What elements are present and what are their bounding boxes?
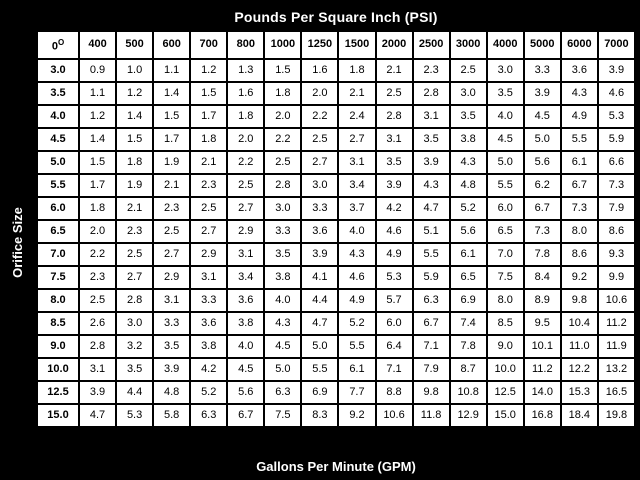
table-cell: 2.0 bbox=[265, 106, 300, 127]
table-cell: 1.9 bbox=[154, 152, 189, 173]
table-cell: 2.9 bbox=[191, 244, 226, 265]
table-cell: 3.7 bbox=[339, 198, 374, 219]
chart-bottom-title: Gallons Per Minute (GPM) bbox=[256, 458, 416, 474]
table-cell: 7.5 bbox=[265, 405, 300, 426]
table-cell: 9.9 bbox=[599, 267, 634, 288]
table-cell: 12.5 bbox=[488, 382, 523, 403]
table-cell: 10.6 bbox=[599, 290, 634, 311]
table-cell: 4.3 bbox=[562, 83, 597, 104]
table-cell: 8.0 bbox=[488, 290, 523, 311]
table-cell: 2.5 bbox=[154, 221, 189, 242]
table-cell: 8.0 bbox=[562, 221, 597, 242]
table-cell: 3.3 bbox=[154, 313, 189, 334]
table-cell: 5.6 bbox=[525, 152, 560, 173]
table-cell: 6.7 bbox=[562, 175, 597, 196]
column-header: 400 bbox=[80, 32, 115, 58]
table-cell: 7.8 bbox=[525, 244, 560, 265]
table-cell: 3.3 bbox=[302, 198, 337, 219]
table-row bbox=[38, 152, 634, 173]
table-cell: 5.9 bbox=[414, 267, 449, 288]
table-cell: 19.8 bbox=[599, 405, 634, 426]
table-cell: 1.8 bbox=[228, 106, 263, 127]
table-cell: 2.5 bbox=[228, 175, 263, 196]
column-header: 2500 bbox=[414, 32, 449, 58]
table-cell: 7.5 bbox=[488, 267, 523, 288]
table-cell: 5.6 bbox=[228, 382, 263, 403]
table-cell: 5.7 bbox=[377, 290, 412, 311]
table-cell: 2.5 bbox=[377, 83, 412, 104]
table-cell: 3.6 bbox=[302, 221, 337, 242]
table-cell: 4.2 bbox=[191, 359, 226, 380]
table-cell: 1.2 bbox=[191, 60, 226, 81]
table-cell: 3.4 bbox=[228, 267, 263, 288]
table-cell: 7.3 bbox=[525, 221, 560, 242]
table-cell: 4.7 bbox=[302, 313, 337, 334]
table-cell: 3.8 bbox=[191, 336, 226, 357]
table-cell: 3.8 bbox=[228, 313, 263, 334]
table-cell: 1.8 bbox=[339, 60, 374, 81]
table-cell: 3.5 bbox=[117, 359, 152, 380]
table-cell: 1.9 bbox=[117, 175, 152, 196]
column-header: 2000 bbox=[377, 32, 412, 58]
table-cell: 1.5 bbox=[117, 129, 152, 150]
table-cell: 6.3 bbox=[265, 382, 300, 403]
column-header: 7000 bbox=[599, 32, 634, 58]
table-cell: 5.5 bbox=[302, 359, 337, 380]
table-cell: 3.9 bbox=[525, 83, 560, 104]
table-cell: 2.7 bbox=[191, 221, 226, 242]
table-row bbox=[38, 129, 634, 150]
table-cell: 2.8 bbox=[414, 83, 449, 104]
table-cell: 1.7 bbox=[154, 129, 189, 150]
table-cell: 1.5 bbox=[191, 83, 226, 104]
table-cell: 1.4 bbox=[80, 129, 115, 150]
table-cell: 5.9 bbox=[599, 129, 634, 150]
table-cell: 4.9 bbox=[562, 106, 597, 127]
table-cell: 3.8 bbox=[451, 129, 486, 150]
table-cell: 6.7 bbox=[525, 198, 560, 219]
table-cell: 2.1 bbox=[339, 83, 374, 104]
table-cell: 3.8 bbox=[265, 267, 300, 288]
table-cell: 9.3 bbox=[599, 244, 634, 265]
table-cell: 2.7 bbox=[228, 198, 263, 219]
table-cell: 2.0 bbox=[302, 83, 337, 104]
table-cell: 3.1 bbox=[414, 106, 449, 127]
table-cell: 9.2 bbox=[562, 267, 597, 288]
table-cell: 4.5 bbox=[488, 129, 523, 150]
table-cell: 5.3 bbox=[599, 106, 634, 127]
table-cell: 8.3 bbox=[302, 405, 337, 426]
table-cell: 15.0 bbox=[488, 405, 523, 426]
table-cell: 9.2 bbox=[339, 405, 374, 426]
table-cell: 2.0 bbox=[80, 221, 115, 242]
table-cell: 6.2 bbox=[525, 175, 560, 196]
table-cell: 9.5 bbox=[525, 313, 560, 334]
column-header: 4000 bbox=[488, 32, 523, 58]
table-cell: 3.2 bbox=[117, 336, 152, 357]
table-row bbox=[38, 83, 634, 104]
table-cell: 8.8 bbox=[377, 382, 412, 403]
table-cell: 4.0 bbox=[339, 221, 374, 242]
column-header: 1000 bbox=[265, 32, 300, 58]
row-header: 15.0 bbox=[38, 405, 78, 426]
table-cell: 4.0 bbox=[488, 106, 523, 127]
table-cell: 3.0 bbox=[302, 175, 337, 196]
table-cell: 3.9 bbox=[599, 60, 634, 81]
table-cell: 9.8 bbox=[414, 382, 449, 403]
table-cell: 3.1 bbox=[377, 129, 412, 150]
table-cell: 3.6 bbox=[228, 290, 263, 311]
table-cell: 1.2 bbox=[117, 83, 152, 104]
table-cell: 6.1 bbox=[451, 244, 486, 265]
table-cell: 9.0 bbox=[488, 336, 523, 357]
table-cell: 16.8 bbox=[525, 405, 560, 426]
table-cell: 4.5 bbox=[265, 336, 300, 357]
table-cell: 4.3 bbox=[265, 313, 300, 334]
table-cell: 1.7 bbox=[80, 175, 115, 196]
table-cell: 18.4 bbox=[562, 405, 597, 426]
table-cell: 4.0 bbox=[265, 290, 300, 311]
table-cell: 6.1 bbox=[562, 152, 597, 173]
table-cell: 11.9 bbox=[599, 336, 634, 357]
table-cell: 6.7 bbox=[414, 313, 449, 334]
table-cell: 3.5 bbox=[414, 129, 449, 150]
table-cell: 1.3 bbox=[228, 60, 263, 81]
table-cell: 3.0 bbox=[451, 83, 486, 104]
table-cell: 5.3 bbox=[117, 405, 152, 426]
table-cell: 2.7 bbox=[339, 129, 374, 150]
table-cell: 3.1 bbox=[191, 267, 226, 288]
table-cell: 3.9 bbox=[414, 152, 449, 173]
row-header: 3.0 bbox=[38, 60, 78, 81]
table-cell: 2.3 bbox=[80, 267, 115, 288]
table-cell: 6.5 bbox=[451, 267, 486, 288]
column-header: 700 bbox=[191, 32, 226, 58]
table-cell: 8.9 bbox=[525, 290, 560, 311]
table-cell: 1.1 bbox=[80, 83, 115, 104]
table-cell: 5.8 bbox=[154, 405, 189, 426]
column-header: 1500 bbox=[339, 32, 374, 58]
table-cell: 5.0 bbox=[265, 359, 300, 380]
table-cell: 4.5 bbox=[228, 359, 263, 380]
table-cell: 4.3 bbox=[414, 175, 449, 196]
table-cell: 7.7 bbox=[339, 382, 374, 403]
table-cell: 2.4 bbox=[339, 106, 374, 127]
row-header: 6.0 bbox=[38, 198, 78, 219]
table-body bbox=[38, 60, 634, 426]
row-header: 9.0 bbox=[38, 336, 78, 357]
table-cell: 4.0 bbox=[228, 336, 263, 357]
row-header: 8.0 bbox=[38, 290, 78, 311]
column-header: 3000 bbox=[451, 32, 486, 58]
row-header: 5.5 bbox=[38, 175, 78, 196]
table-cell: 2.5 bbox=[117, 244, 152, 265]
table-cell: 1.2 bbox=[80, 106, 115, 127]
corner-value: 0 bbox=[51, 40, 58, 53]
table-row bbox=[38, 221, 634, 242]
table-cell: 1.8 bbox=[265, 83, 300, 104]
table-cell: 3.5 bbox=[265, 244, 300, 265]
table-cell: 5.0 bbox=[302, 336, 337, 357]
table-cell: 6.0 bbox=[488, 198, 523, 219]
table-cell: 2.9 bbox=[228, 221, 263, 242]
column-header: 1250 bbox=[302, 32, 337, 58]
table-cell: 2.3 bbox=[154, 198, 189, 219]
table-cell: 6.5 bbox=[488, 221, 523, 242]
table-cell: 7.1 bbox=[377, 359, 412, 380]
table-cell: 4.3 bbox=[339, 244, 374, 265]
table-cell: 3.5 bbox=[377, 152, 412, 173]
table-cell: 4.8 bbox=[154, 382, 189, 403]
table-cell: 3.5 bbox=[451, 106, 486, 127]
table-cell: 2.7 bbox=[117, 267, 152, 288]
table-cell: 2.1 bbox=[117, 198, 152, 219]
table-cell: 5.2 bbox=[339, 313, 374, 334]
table-cell: 2.5 bbox=[265, 152, 300, 173]
row-header: 4.0 bbox=[38, 106, 78, 127]
table-cell: 4.2 bbox=[377, 198, 412, 219]
table-cell: 5.1 bbox=[414, 221, 449, 242]
table-row bbox=[38, 244, 634, 265]
table-cell: 10.1 bbox=[525, 336, 560, 357]
table-cell: 7.9 bbox=[414, 359, 449, 380]
column-header: 600 bbox=[154, 32, 189, 58]
table-cell: 3.9 bbox=[377, 175, 412, 196]
table-cell: 2.3 bbox=[414, 60, 449, 81]
table-cell: 2.2 bbox=[80, 244, 115, 265]
table-cell: 10.4 bbox=[562, 313, 597, 334]
row-header: 7.5 bbox=[38, 267, 78, 288]
table-cell: 6.0 bbox=[377, 313, 412, 334]
table-cell: 3.1 bbox=[339, 152, 374, 173]
table-cell: 3.5 bbox=[488, 83, 523, 104]
table-cell: 1.5 bbox=[265, 60, 300, 81]
table-cell: 11.0 bbox=[562, 336, 597, 357]
table-cell: 12.2 bbox=[562, 359, 597, 380]
table-cell: 5.6 bbox=[451, 221, 486, 242]
row-header: 8.5 bbox=[38, 313, 78, 334]
table-cell: 5.0 bbox=[525, 129, 560, 150]
table-cell: 2.5 bbox=[191, 198, 226, 219]
table-cell: 3.1 bbox=[228, 244, 263, 265]
table-cell: 4.6 bbox=[377, 221, 412, 242]
table-cell: 4.4 bbox=[117, 382, 152, 403]
table-cell: 2.0 bbox=[228, 129, 263, 150]
row-header: 4.5 bbox=[38, 129, 78, 150]
table-cell: 2.2 bbox=[265, 129, 300, 150]
table-row bbox=[38, 60, 634, 81]
table-cell: 4.9 bbox=[339, 290, 374, 311]
table-cell: 6.6 bbox=[599, 152, 634, 173]
table-row bbox=[38, 198, 634, 219]
table-cell: 5.3 bbox=[377, 267, 412, 288]
table-cell: 6.9 bbox=[302, 382, 337, 403]
table-cell: 4.6 bbox=[599, 83, 634, 104]
table-cell: 3.9 bbox=[302, 244, 337, 265]
table-cell: 1.8 bbox=[117, 152, 152, 173]
table-cell: 3.6 bbox=[562, 60, 597, 81]
column-header: 800 bbox=[228, 32, 263, 58]
table-cell: 8.5 bbox=[488, 313, 523, 334]
table-cell: 5.2 bbox=[451, 198, 486, 219]
table-cell: 6.3 bbox=[191, 405, 226, 426]
table-cell: 14.0 bbox=[525, 382, 560, 403]
column-header: 6000 bbox=[562, 32, 597, 58]
table-cell: 5.5 bbox=[339, 336, 374, 357]
table-cell: 7.1 bbox=[414, 336, 449, 357]
table-cell: 4.3 bbox=[451, 152, 486, 173]
table-cell: 3.4 bbox=[339, 175, 374, 196]
table-cell: 15.3 bbox=[562, 382, 597, 403]
table-cell: 8.6 bbox=[599, 221, 634, 242]
table-cell: 2.8 bbox=[377, 106, 412, 127]
table-cell: 4.5 bbox=[525, 106, 560, 127]
psi-table-wrapper bbox=[36, 30, 636, 428]
table-cell: 1.4 bbox=[117, 106, 152, 127]
table-cell: 9.8 bbox=[562, 290, 597, 311]
chart-top-title: Pounds Per Square Inch (PSI) bbox=[234, 9, 438, 25]
table-cell: 2.5 bbox=[302, 129, 337, 150]
table-cell: 2.1 bbox=[377, 60, 412, 81]
table-row bbox=[38, 175, 634, 196]
table-cell: 3.3 bbox=[191, 290, 226, 311]
table-row bbox=[38, 267, 634, 288]
table-cell: 8.7 bbox=[451, 359, 486, 380]
table-cell: 11.2 bbox=[599, 313, 634, 334]
table-header bbox=[38, 32, 634, 58]
table-cell: 1.7 bbox=[191, 106, 226, 127]
table-cell: 8.6 bbox=[562, 244, 597, 265]
table-cell: 1.6 bbox=[302, 60, 337, 81]
table-cell: 2.7 bbox=[302, 152, 337, 173]
column-header: 500 bbox=[117, 32, 152, 58]
table-cell: 10.0 bbox=[488, 359, 523, 380]
table-cell: 3.9 bbox=[154, 359, 189, 380]
table-cell: 0.9 bbox=[80, 60, 115, 81]
table-cell: 4.8 bbox=[451, 175, 486, 196]
table-cell: 1.5 bbox=[154, 106, 189, 127]
table-cell: 2.3 bbox=[191, 175, 226, 196]
table-header-row bbox=[38, 32, 634, 58]
table-cell: 2.9 bbox=[154, 267, 189, 288]
table-cell: 2.7 bbox=[154, 244, 189, 265]
table-cell: 4.1 bbox=[302, 267, 337, 288]
table-row bbox=[38, 336, 634, 357]
table-cell: 7.9 bbox=[599, 198, 634, 219]
table-cell: 4.4 bbox=[302, 290, 337, 311]
table-cell: 10.8 bbox=[451, 382, 486, 403]
table-cell: 2.8 bbox=[80, 336, 115, 357]
table-cell: 2.1 bbox=[154, 175, 189, 196]
table-corner-header bbox=[38, 32, 78, 58]
table-cell: 11.8 bbox=[414, 405, 449, 426]
table-cell: 2.6 bbox=[80, 313, 115, 334]
chart-left-axis-label bbox=[0, 30, 34, 454]
table-cell: 8.4 bbox=[525, 267, 560, 288]
table-cell: 1.0 bbox=[117, 60, 152, 81]
table-row bbox=[38, 290, 634, 311]
table-cell: 1.8 bbox=[191, 129, 226, 150]
table-cell: 6.1 bbox=[339, 359, 374, 380]
chart-left-axis-label-text: Orifice Size bbox=[9, 206, 25, 278]
row-header: 6.5 bbox=[38, 221, 78, 242]
table-cell: 6.7 bbox=[228, 405, 263, 426]
table-cell: 3.1 bbox=[80, 359, 115, 380]
table-cell: 5.0 bbox=[488, 152, 523, 173]
table-cell: 1.6 bbox=[228, 83, 263, 104]
table-cell: 2.5 bbox=[80, 290, 115, 311]
table-cell: 2.8 bbox=[265, 175, 300, 196]
table-cell: 7.4 bbox=[451, 313, 486, 334]
table-cell: 3.3 bbox=[265, 221, 300, 242]
column-header: 5000 bbox=[525, 32, 560, 58]
table-cell: 3.0 bbox=[488, 60, 523, 81]
table-cell: 2.2 bbox=[228, 152, 263, 173]
table-cell: 2.8 bbox=[117, 290, 152, 311]
table-cell: 4.7 bbox=[414, 198, 449, 219]
table-cell: 3.0 bbox=[117, 313, 152, 334]
table-cell: 1.1 bbox=[154, 60, 189, 81]
table-cell: 6.3 bbox=[414, 290, 449, 311]
corner-degree-symbol: O bbox=[57, 38, 65, 47]
table-cell: 2.2 bbox=[302, 106, 337, 127]
table-cell: 13.2 bbox=[599, 359, 634, 380]
table-cell: 11.2 bbox=[525, 359, 560, 380]
psi-gpm-table bbox=[36, 30, 636, 428]
table-cell: 2.5 bbox=[451, 60, 486, 81]
table-cell: 5.2 bbox=[191, 382, 226, 403]
table-cell: 3.6 bbox=[191, 313, 226, 334]
table-cell: 6.4 bbox=[377, 336, 412, 357]
table-row bbox=[38, 382, 634, 403]
table-cell: 7.3 bbox=[599, 175, 634, 196]
table-cell: 3.5 bbox=[154, 336, 189, 357]
table-row bbox=[38, 405, 634, 426]
table-cell: 5.5 bbox=[414, 244, 449, 265]
row-header: 5.0 bbox=[38, 152, 78, 173]
table-cell: 7.0 bbox=[488, 244, 523, 265]
row-header: 12.5 bbox=[38, 382, 78, 403]
table-cell: 3.3 bbox=[525, 60, 560, 81]
table-cell: 1.5 bbox=[80, 152, 115, 173]
table-cell: 16.5 bbox=[599, 382, 634, 403]
row-header: 3.5 bbox=[38, 83, 78, 104]
table-cell: 2.1 bbox=[191, 152, 226, 173]
table-cell: 7.3 bbox=[562, 198, 597, 219]
table-cell: 2.3 bbox=[117, 221, 152, 242]
table-cell: 1.4 bbox=[154, 83, 189, 104]
table-cell: 5.5 bbox=[562, 129, 597, 150]
row-header: 7.0 bbox=[38, 244, 78, 265]
table-cell: 6.9 bbox=[451, 290, 486, 311]
table-cell: 4.6 bbox=[339, 267, 374, 288]
table-cell: 10.6 bbox=[377, 405, 412, 426]
table-row bbox=[38, 313, 634, 334]
table-cell: 3.9 bbox=[80, 382, 115, 403]
row-header: 10.0 bbox=[38, 359, 78, 380]
table-cell: 3.1 bbox=[154, 290, 189, 311]
table-cell: 7.8 bbox=[451, 336, 486, 357]
table-cell: 4.7 bbox=[80, 405, 115, 426]
table-cell: 5.5 bbox=[488, 175, 523, 196]
table-row bbox=[38, 106, 634, 127]
table-cell: 4.9 bbox=[377, 244, 412, 265]
table-row bbox=[38, 359, 634, 380]
table-cell: 3.0 bbox=[265, 198, 300, 219]
table-cell: 1.8 bbox=[80, 198, 115, 219]
table-cell: 12.9 bbox=[451, 405, 486, 426]
